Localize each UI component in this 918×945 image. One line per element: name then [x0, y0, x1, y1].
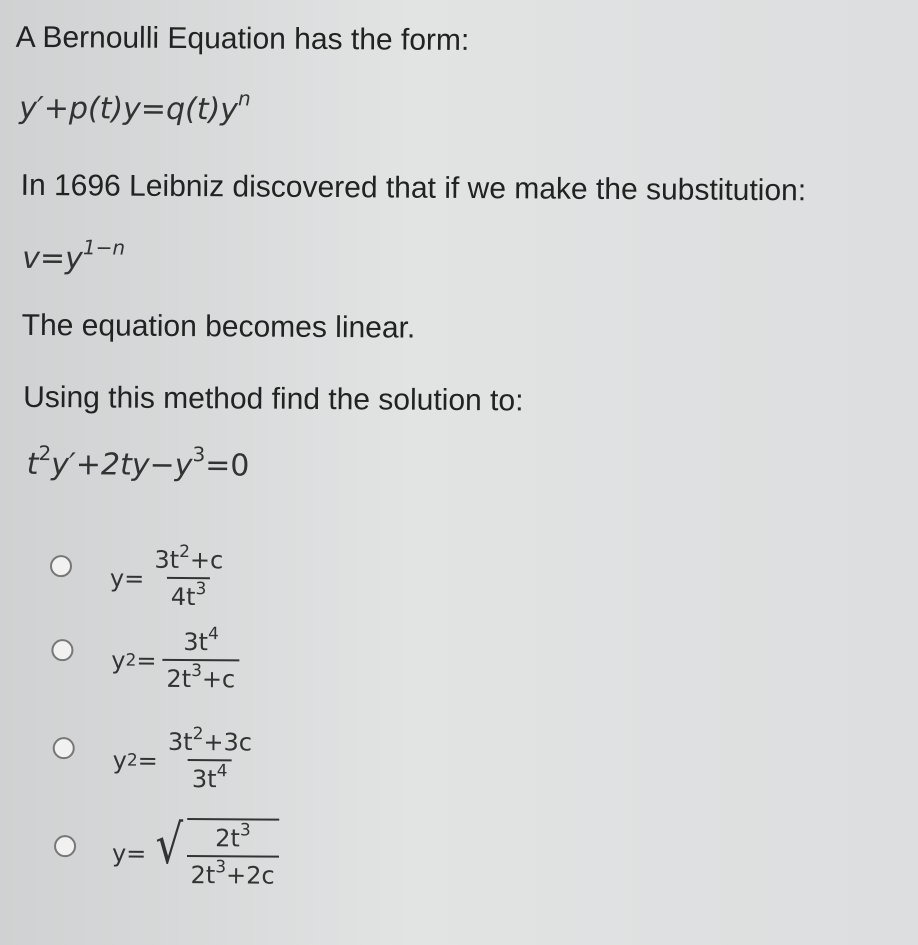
intro-line-bernoulli: A Bernoulli Equation has the form: — [16, 21, 470, 58]
option-3-equals: = — [138, 746, 158, 774]
equation-problem-y-exp: 3 — [192, 442, 205, 466]
option-3-num-exp: 2 — [193, 724, 204, 744]
option-4-den-tail: +2c — [226, 861, 275, 889]
option-4-radicand — [186, 818, 279, 890]
option-1-num-term: 3t — [154, 546, 179, 574]
option-1-den-exp: 3 — [195, 579, 206, 599]
equation-bernoulli-form — [19, 91, 251, 128]
option-4-lhs: y — [112, 839, 126, 867]
option-4-numerator — [211, 824, 255, 855]
equation-problem — [27, 447, 250, 484]
option-4-num-exp: 3 — [240, 820, 251, 840]
option-4-sqrt — [152, 818, 279, 890]
option-4-den-exp: 3 — [215, 857, 226, 877]
option-3-den-exp: 4 — [217, 761, 228, 781]
option-2-numerator — [179, 628, 223, 659]
option-2-den-tail: +c — [202, 665, 236, 693]
option-3-num-tail: +3c — [203, 728, 252, 756]
option-3-den-term: 3t — [192, 765, 217, 793]
option-1-answer[interactable] — [110, 545, 228, 611]
option-4-den-term: 2t — [190, 861, 215, 889]
option-3-num-term: 3t — [168, 728, 193, 756]
option-4-denominator — [186, 855, 278, 890]
option-1-num-exp: 2 — [179, 542, 190, 562]
equation-substitution-exponent: 1−n — [83, 235, 125, 259]
option-1-fraction — [150, 546, 227, 612]
equation-problem-mid: y′+2ty−y — [51, 447, 192, 483]
equation-substitution — [22, 241, 125, 277]
equation-bernoulli-exponent: n — [238, 86, 251, 110]
option-2-fraction — [162, 628, 239, 694]
option-4-fraction — [186, 824, 279, 890]
option-2-answer[interactable] — [111, 628, 239, 694]
option-2-equals: = — [136, 646, 156, 674]
equation-bernoulli-lhs: y′+p(t)y=q(t)y — [19, 91, 238, 128]
option-4-equals: = — [126, 839, 146, 867]
option-2-num-term: 3t — [183, 628, 208, 656]
option-4-num-term: 2t — [215, 824, 240, 852]
intro-line-leibniz: In 1696 Leibniz discovered that if we make the substitution: — [21, 169, 807, 208]
equation-problem-t: t — [27, 447, 39, 482]
equation-substitution-lhs: v=y — [22, 241, 83, 276]
option-2-lhs: y — [111, 646, 125, 674]
option-2-radio[interactable] — [51, 639, 73, 661]
option-3-radio[interactable] — [53, 737, 75, 759]
option-1-num-tail: +c — [190, 546, 224, 574]
option-2-den-term: 2t — [166, 665, 191, 693]
option-1-radio[interactable] — [50, 555, 72, 577]
option-4-radio[interactable] — [54, 835, 76, 857]
option-3-answer[interactable] — [112, 728, 256, 794]
option-4-answer[interactable] — [112, 818, 279, 890]
option-1-lhs: y — [110, 564, 124, 592]
option-3-fraction — [164, 728, 257, 794]
option-2-den-exp: 3 — [191, 661, 202, 681]
option-2-num-exp: 4 — [208, 624, 219, 644]
option-1-equals: = — [124, 564, 144, 592]
equation-problem-t-exp: 2 — [38, 441, 51, 465]
option-2-denominator — [162, 659, 239, 694]
option-1-numerator — [150, 546, 227, 578]
option-3-denominator — [188, 759, 232, 793]
sqrt-radical-icon: √ — [156, 818, 184, 889]
option-1-den-term: 4t — [171, 583, 196, 611]
intro-line-linear: The equation becomes linear. — [22, 309, 416, 346]
option-1-denominator — [167, 577, 211, 611]
option-3-numerator — [164, 728, 256, 760]
option-3-lhs: y — [113, 746, 127, 774]
equation-problem-rhs: =0 — [205, 448, 249, 483]
intro-line-method: Using this method find the solution to: — [23, 381, 524, 418]
